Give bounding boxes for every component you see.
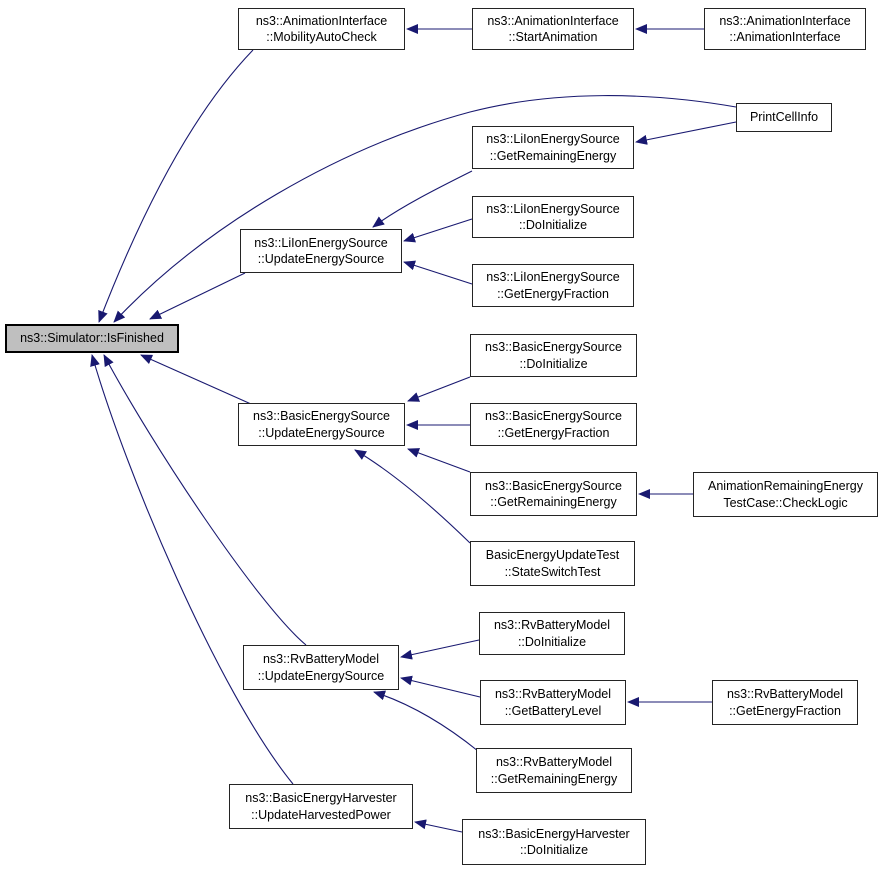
node-label-line: ns3::BasicEnergyHarvester — [245, 791, 397, 805]
node-label-line: ::AnimationInterface — [729, 30, 841, 44]
node-label-line: ::GetRemainingEnergy — [489, 148, 617, 163]
node-label-line: ns3::AnimationInterface — [255, 13, 388, 28]
node-rv-update-energy-source[interactable] — [243, 645, 399, 690]
node-liion-update-energy-source[interactable] — [240, 229, 402, 273]
edge-rv-do-initialize-to-rv-update-energy-source — [401, 640, 479, 657]
node-label-line: ns3::RvBatteryModel — [495, 755, 613, 769]
node-start-animation[interactable] — [472, 8, 634, 50]
node-label-line: ns3::AnimationInterface — [719, 13, 851, 28]
node-liion-get-energy-fraction[interactable] — [472, 264, 634, 307]
node-rv-do-initialize[interactable] — [479, 612, 625, 655]
edge-print-cell-info-to-is-finished — [114, 96, 736, 322]
node-label-line: ns3::LiIonEnergySource — [254, 235, 388, 250]
node-label-line: ::UpdateEnergySource — [257, 668, 385, 683]
node-basic-update-energy-source[interactable] — [238, 403, 405, 446]
node-basic-do-initialize[interactable] — [470, 334, 637, 377]
node-label-line: ::UpdateEnergySource — [258, 425, 385, 440]
node-label-line: ns3::AnimationInterface — [487, 13, 619, 28]
edge-rv-get-remaining-energy-to-rv-update-energy-source — [374, 692, 478, 751]
node-label-line: ::UpdateEnergySource — [257, 252, 385, 266]
node-label-line: ns3::RvBatteryModel — [262, 652, 380, 666]
node-label-line: PrintCellInfo — [749, 110, 819, 125]
edge-mobility-auto-check-to-is-finished — [99, 50, 253, 322]
node-label-line: ::GetRemainingEnergy — [490, 771, 618, 786]
node-label-line: ns3::RvBatteryModel — [726, 687, 844, 701]
node-check-logic[interactable] — [693, 472, 878, 517]
edge-basic-get-remaining-energy-to-basic-update-energy-source — [408, 449, 470, 472]
edge-liion-do-initialize-to-liion-update-energy-source — [404, 219, 472, 241]
node-label-line: ns3::LiIonEnergySource — [486, 270, 620, 284]
node-label-line: ::UpdateHarvestedPower — [251, 807, 391, 822]
edge-liion-update-energy-source-to-is-finished — [150, 273, 245, 319]
node-basic-energy-harvester-do-init[interactable] — [462, 819, 646, 865]
edge-rv-get-battery-level-to-rv-update-energy-source — [401, 678, 480, 697]
node-label-line: ns3::BasicEnergySource — [485, 478, 622, 493]
node-label-line: ::DoInitialize — [519, 843, 589, 857]
edge-basic-energy-harvester-do-init-to-basic-energy-harvester-update — [415, 822, 462, 832]
node-label-line: ::DoInitialize — [517, 634, 587, 649]
edge-basic-do-initialize-to-basic-update-energy-source — [408, 377, 470, 401]
edge-basic-update-energy-source-to-is-finished — [141, 355, 251, 404]
node-label-line: ns3::RvBatteryModel — [493, 618, 611, 632]
edge-rv-update-energy-source-to-is-finished — [104, 355, 306, 645]
node-basic-energy-harvester-update[interactable] — [229, 784, 413, 829]
node-label-line: ::DoInitialize — [519, 356, 588, 371]
node-label-line: ::GetBatteryLevel — [504, 703, 602, 718]
edge-print-cell-info-to-liion-get-remaining-energy — [636, 122, 736, 142]
edge-basic-energy-update-test-to-basic-update-energy-source — [355, 450, 470, 543]
node-rv-get-energy-fraction[interactable] — [712, 680, 858, 725]
node-label-line: ::DoInitialize — [518, 218, 588, 232]
node-label-line: ::StateSwitchTest — [504, 564, 601, 579]
node-label-line: ::GetEnergyFraction — [497, 286, 609, 301]
node-label-line: ns3::LiIonEnergySource — [486, 201, 620, 216]
edge-liion-get-remaining-energy-to-liion-update-energy-source — [373, 171, 472, 227]
node-liion-get-remaining-energy[interactable] — [472, 126, 634, 169]
node-label-line: ns3::BasicEnergySource — [485, 409, 622, 423]
node-print-cell-info[interactable] — [736, 103, 832, 132]
node-label-line: ::StartAnimation — [508, 30, 598, 44]
node-basic-get-energy-fraction[interactable] — [470, 403, 637, 446]
node-label-line: ::GetEnergyFraction — [497, 425, 610, 440]
node-animation-interface[interactable] — [704, 8, 866, 50]
node-mobility-auto-check[interactable] — [238, 8, 405, 50]
node-label-line: ns3::Simulator::IsFinished — [20, 331, 164, 346]
node-liion-do-initialize[interactable] — [472, 196, 634, 238]
node-label-line: ns3::RvBatteryModel — [494, 687, 612, 701]
node-rv-get-remaining-energy[interactable] — [476, 748, 632, 793]
node-label-line: ns3::BasicEnergySource — [485, 340, 622, 354]
node-rv-get-battery-level[interactable] — [480, 680, 626, 725]
node-basic-get-remaining-energy[interactable] — [470, 472, 637, 516]
node-label-line: ::MobilityAutoCheck — [266, 30, 377, 44]
node-label-line: AnimationRemainingEnergy — [708, 479, 863, 493]
node-label-line: ns3::BasicEnergySource — [253, 409, 390, 423]
edge-liion-get-energy-fraction-to-liion-update-energy-source — [404, 262, 472, 284]
node-label-line: ns3::LiIonEnergySource — [486, 132, 620, 146]
node-label-line: BasicEnergyUpdateTest — [485, 548, 620, 562]
node-label-line: TestCase::CheckLogic — [723, 495, 848, 510]
node-label-line: ::GetRemainingEnergy — [490, 495, 617, 509]
node-is-finished — [5, 324, 179, 353]
node-label-line: ns3::BasicEnergyHarvester — [478, 826, 630, 841]
node-basic-energy-update-test[interactable] — [470, 541, 635, 586]
node-label-line: ::GetEnergyFraction — [729, 703, 841, 718]
